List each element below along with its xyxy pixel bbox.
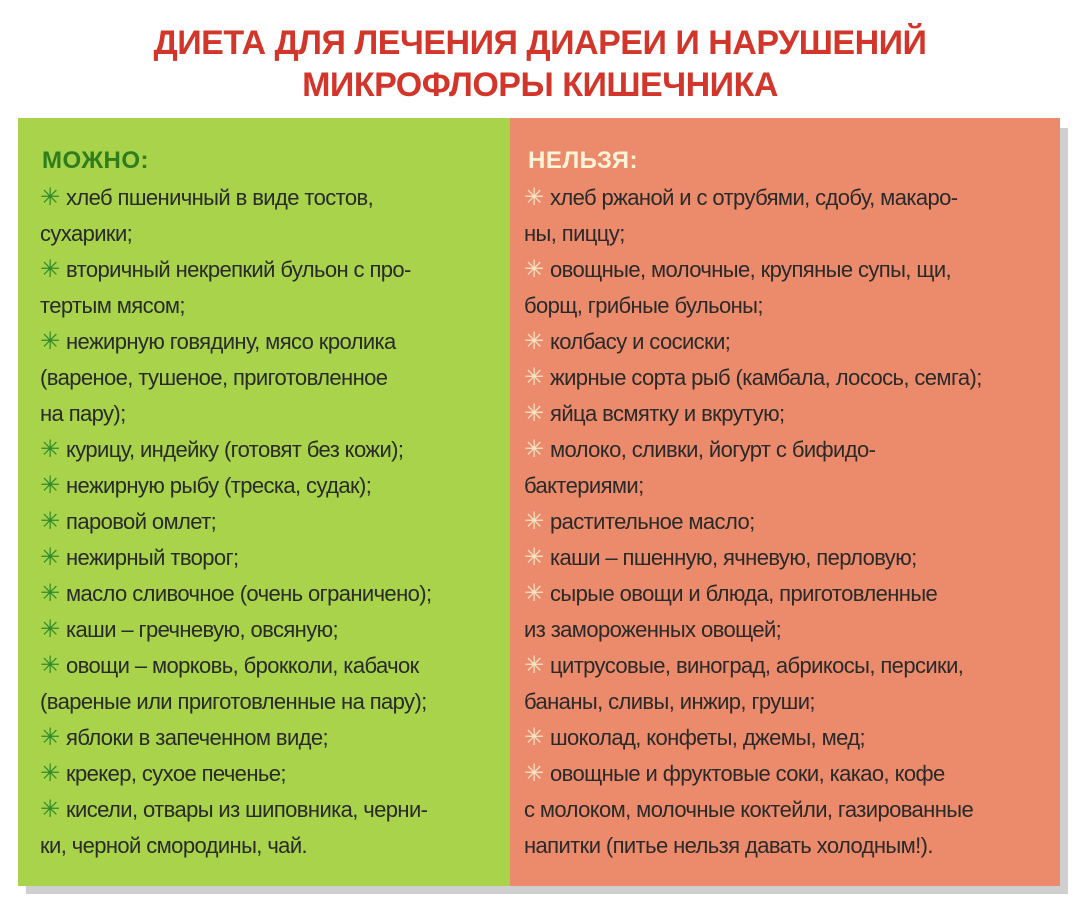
allowed-item-line	[40, 684, 505, 720]
allowed-item-line	[40, 756, 505, 792]
forbidden-item-text: из замороженных овощей;	[524, 617, 782, 642]
allowed-item-text: крекер, сухое печенье;	[66, 761, 286, 786]
forbidden-item-text: овощные, молочные, крупяные супы, щи,	[550, 257, 952, 282]
asterisk-bullet-icon: ✳	[524, 364, 544, 391]
allowed-item-text: нежирную рыбу (треска, судак);	[66, 473, 372, 498]
allowed-item-text: на пару);	[40, 401, 126, 426]
forbidden-item-text: борщ, грибные бульоны;	[524, 293, 763, 318]
forbidden-item-text: хлеб ржаной и с отрубями, сдобу, макаро-	[550, 185, 958, 210]
forbidden-item-text: молоко, сливки, йогурт с бифидо-	[550, 437, 876, 462]
allowed-item-text: (вареные или приготовленные на пару);	[40, 689, 427, 714]
title-line-1: ДИЕТА ДЛЯ ЛЕЧЕНИЯ ДИАРЕИ И НАРУШЕНИЙ	[153, 24, 927, 62]
forbidden-item-line	[524, 576, 1054, 612]
asterisk-bullet-icon: ✳	[524, 400, 544, 427]
asterisk-bullet-icon: ✳	[40, 184, 60, 211]
asterisk-bullet-icon: ✳	[524, 256, 544, 283]
forbidden-item-text: жирные сорта рыб (камбала, лосось, семга);	[550, 365, 982, 390]
allowed-item-line	[40, 432, 505, 468]
allowed-item-line	[40, 720, 505, 756]
asterisk-bullet-icon: ✳	[40, 256, 60, 283]
allowed-item-line	[40, 360, 505, 396]
forbidden-item-text: сырые овощи и блюда, приготовленные	[550, 581, 938, 606]
allowed-item-line	[40, 216, 505, 252]
asterisk-bullet-icon: ✳	[40, 508, 60, 535]
asterisk-bullet-icon: ✳	[40, 472, 60, 499]
page-title	[0, 22, 1080, 106]
allowed-item-text: тертым мясом;	[40, 293, 185, 318]
asterisk-bullet-icon: ✳	[524, 580, 544, 607]
allowed-item-text: курицу, индейку (готовят без кожи);	[66, 437, 404, 462]
forbidden-item-line	[524, 648, 1054, 684]
allowed-item-text: масло сливочное (очень ограничено);	[66, 581, 432, 606]
forbidden-heading: НЕЛЬЗЯ:	[528, 147, 639, 174]
forbidden-foods-panel	[510, 118, 1060, 886]
forbidden-foods-list	[524, 180, 1054, 864]
forbidden-item-text: каши – пшенную, ячневую, перловую;	[550, 545, 917, 570]
forbidden-item-text: растительное масло;	[550, 509, 755, 534]
asterisk-bullet-icon: ✳	[40, 328, 60, 355]
allowed-item-line	[40, 396, 505, 432]
allowed-item-text: каши – гречневую, овсяную;	[66, 617, 339, 642]
allowed-item-text: овощи – морковь, брокколи, кабачок	[66, 653, 419, 678]
forbidden-item-line	[524, 612, 1054, 648]
allowed-item-line	[40, 792, 505, 828]
allowed-item-text: ки, черной смородины, чай.	[40, 833, 308, 858]
allowed-item-line	[40, 576, 505, 612]
forbidden-item-text: цитрусовые, виноград, абрикосы, персики,	[550, 653, 964, 678]
allowed-item-text: яблоки в запеченном виде;	[66, 725, 329, 750]
forbidden-item-line	[524, 288, 1054, 324]
forbidden-item-line	[524, 684, 1054, 720]
forbidden-item-text: напитки (питье нельзя давать холодным!).	[524, 833, 933, 858]
allowed-foods-list	[40, 180, 505, 864]
panel-shadow-bottom	[26, 886, 1068, 894]
forbidden-item-line	[524, 432, 1054, 468]
allowed-item-text: хлеб пшеничный в виде тостов,	[66, 185, 374, 210]
forbidden-item-line	[524, 252, 1054, 288]
asterisk-bullet-icon: ✳	[524, 328, 544, 355]
asterisk-bullet-icon: ✳	[524, 724, 544, 751]
asterisk-bullet-icon: ✳	[40, 544, 60, 571]
panel-shadow-right	[1060, 128, 1068, 894]
allowed-item-line	[40, 468, 505, 504]
forbidden-item-line	[524, 720, 1054, 756]
forbidden-item-line	[524, 504, 1054, 540]
forbidden-item-text: с молоком, молочные коктейли, газированные	[524, 797, 974, 822]
allowed-item-text: паровой омлет;	[66, 509, 217, 534]
forbidden-item-line	[524, 396, 1054, 432]
forbidden-item-line	[524, 792, 1054, 828]
forbidden-item-line	[524, 180, 1054, 216]
allowed-item-line	[40, 612, 505, 648]
asterisk-bullet-icon: ✳	[40, 724, 60, 751]
forbidden-item-line	[524, 828, 1054, 864]
forbidden-item-text: яйца всмятку и вкрутую;	[550, 401, 785, 426]
forbidden-item-text: бананы, сливы, инжир, груши;	[524, 689, 815, 714]
forbidden-item-text: колбасу и сосиски;	[550, 329, 731, 354]
allowed-item-line	[40, 180, 505, 216]
asterisk-bullet-icon: ✳	[40, 616, 60, 643]
asterisk-bullet-icon: ✳	[40, 796, 60, 823]
asterisk-bullet-icon: ✳	[40, 580, 60, 607]
allowed-item-line	[40, 252, 505, 288]
forbidden-item-line	[524, 360, 1054, 396]
allowed-foods-panel	[18, 118, 510, 886]
forbidden-item-line	[524, 216, 1054, 252]
allowed-item-line	[40, 324, 505, 360]
allowed-item-text: (вареное, тушеное, приготовленное	[40, 365, 388, 390]
allowed-item-text: нежирную говядину, мясо кролика	[66, 329, 396, 354]
allowed-item-line	[40, 540, 505, 576]
allowed-item-line	[40, 648, 505, 684]
allowed-item-text: кисели, отвары из шиповника, черни-	[66, 797, 428, 822]
forbidden-item-text: овощные и фруктовые соки, какао, кофе	[550, 761, 945, 786]
allowed-item-line	[40, 828, 505, 864]
allowed-item-text: вторичный некрепкий бульон с про-	[66, 257, 411, 282]
allowed-heading: МОЖНО:	[42, 147, 150, 174]
asterisk-bullet-icon: ✳	[40, 436, 60, 463]
asterisk-bullet-icon: ✳	[40, 652, 60, 679]
asterisk-bullet-icon: ✳	[524, 508, 544, 535]
forbidden-item-text: бактериями;	[524, 473, 644, 498]
allowed-item-text: сухарики;	[40, 221, 133, 246]
allowed-item-line	[40, 504, 505, 540]
title-line-2: МИКРОФЛОРЫ КИШЕЧНИКА	[302, 66, 778, 104]
asterisk-bullet-icon: ✳	[524, 652, 544, 679]
asterisk-bullet-icon: ✳	[524, 760, 544, 787]
asterisk-bullet-icon: ✳	[524, 436, 544, 463]
asterisk-bullet-icon: ✳	[524, 184, 544, 211]
allowed-item-text: нежирный творог;	[66, 545, 239, 570]
forbidden-item-text: ны, пиццу;	[524, 221, 625, 246]
forbidden-item-text: шоколад, конфеты, джемы, мед;	[550, 725, 865, 750]
forbidden-item-line	[524, 540, 1054, 576]
forbidden-item-line	[524, 756, 1054, 792]
forbidden-item-line	[524, 324, 1054, 360]
forbidden-item-line	[524, 468, 1054, 504]
asterisk-bullet-icon: ✳	[40, 760, 60, 787]
allowed-item-line	[40, 288, 505, 324]
asterisk-bullet-icon: ✳	[524, 544, 544, 571]
